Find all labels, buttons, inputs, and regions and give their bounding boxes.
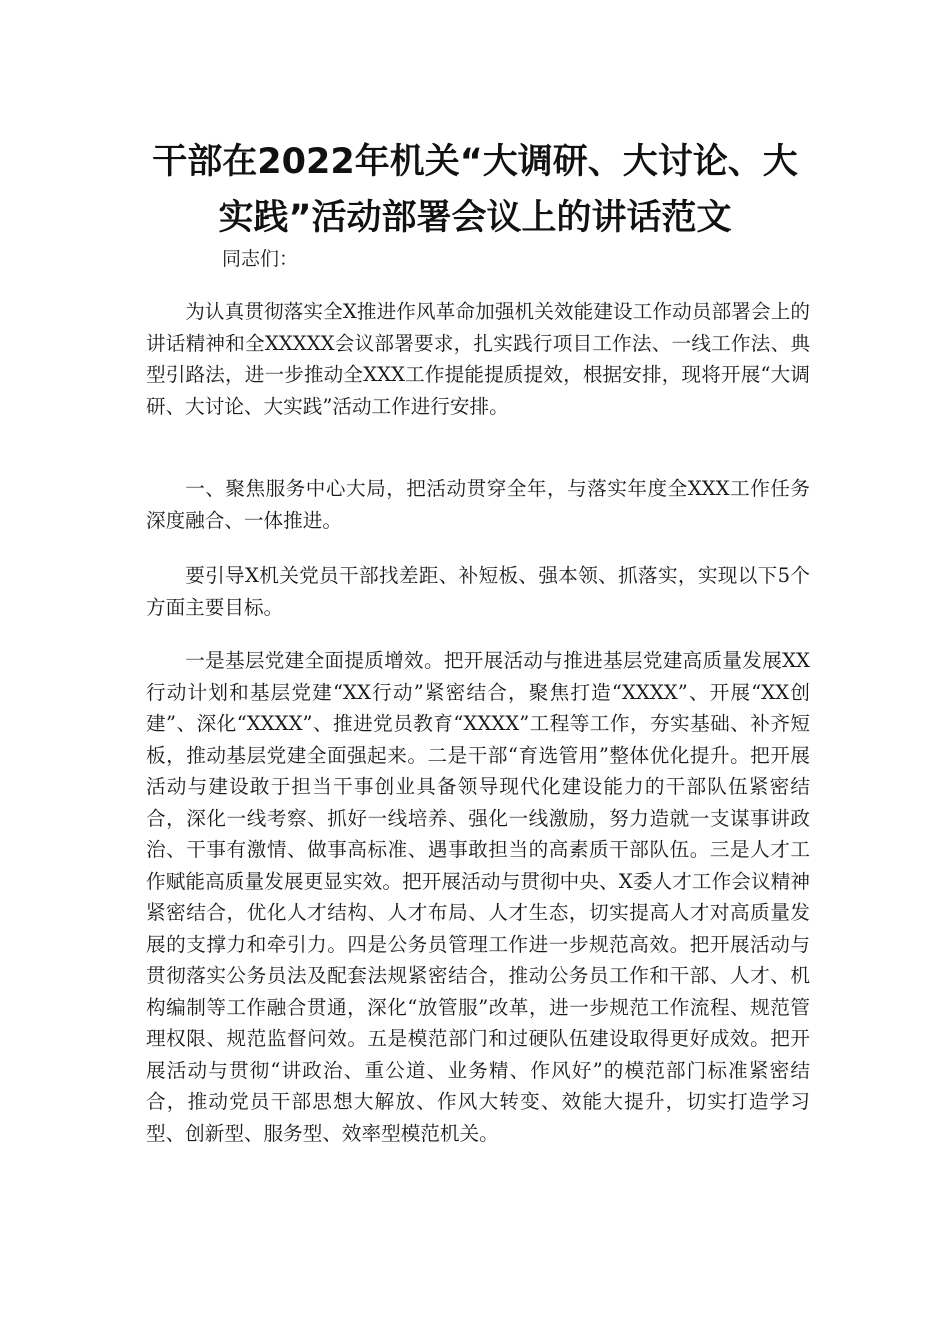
title-line-1: 干部在2022年机关“大调研、大讨论、大 (152, 142, 798, 182)
paragraph-goals: 要引导X机关党员干部找差距、补短板、强本领、抓落实，实现以下5个方面主要目标。 (146, 564, 810, 619)
title-line-2: 实践”活动部署会议上的讲话范文 (218, 198, 732, 238)
paragraph-intro: 为认真贯彻落实全X推进作风革命加强机关效能建设工作动员部署会上的讲话精神和全XXXXX会议部署要求，扎实践行项目工作法、一线工作法、典型引路法，进一步推动全XXX工作提能提质提效，根据安排，现将开展“大调研、大讨论、大实践”活动工作进行安排。 (146, 300, 810, 418)
paragraph-body: 一是基层党建全面提质增效。把开展活动与推进基层党建高质量发展XX行动计划和基层党建“XX行动”紧密结合，聚焦打造“XXXX”、开展“XX创建”、深化“XXXX”、推进党员教育“XXXX”工程等工作，夯实基础、补齐短板，推动基层党建全面强起来。二是干部“育选管用”整体优化提升。把开展活动与建设敢于担当干事创业具备领导现代化建设能力的干部队伍紧密结合，深化一线考察、抓好一线培养、强化一线激励，努力造就一支谋事讲政治、干事有激情、做事高标准、遇事敢担当的高素质干部队伍。三是人才工作赋能高质量发展更显实效。把开展活动与贯彻中央、X委人才工作会议精神紧密结合，优化人才结构、人才布局、人才生态，切实提高人才对高质量发展的支撑力和牵引力。四是公务员管理工作进一步规范高效。把开展活动与贯彻落实公务员法及配套法规紧密结合，推动公务员工作和干部、人才、机构编制等工作融合贯通，深化“放管服”改革，进一步规范工作流程、规范管理权限、规范监督问效。五是模范部门和过硬队伍建设取得更好成效。把开展活动与贯彻“讲政治、重公道、业务精、作风好”的模范部门标准紧密结合，推动党员干部思想大解放、作风大转变、效能大提升，切实打造学习型、创新型、服务型、效率型模范机关。 (146, 649, 810, 1145)
greeting: 同志们： (222, 248, 299, 270)
paragraph-section-one: 一、聚焦服务中心大局，把活动贯穿全年，与落实年度全XXX工作任务深度融合、一体推进。 (146, 477, 810, 532)
document-title (120, 134, 830, 246)
